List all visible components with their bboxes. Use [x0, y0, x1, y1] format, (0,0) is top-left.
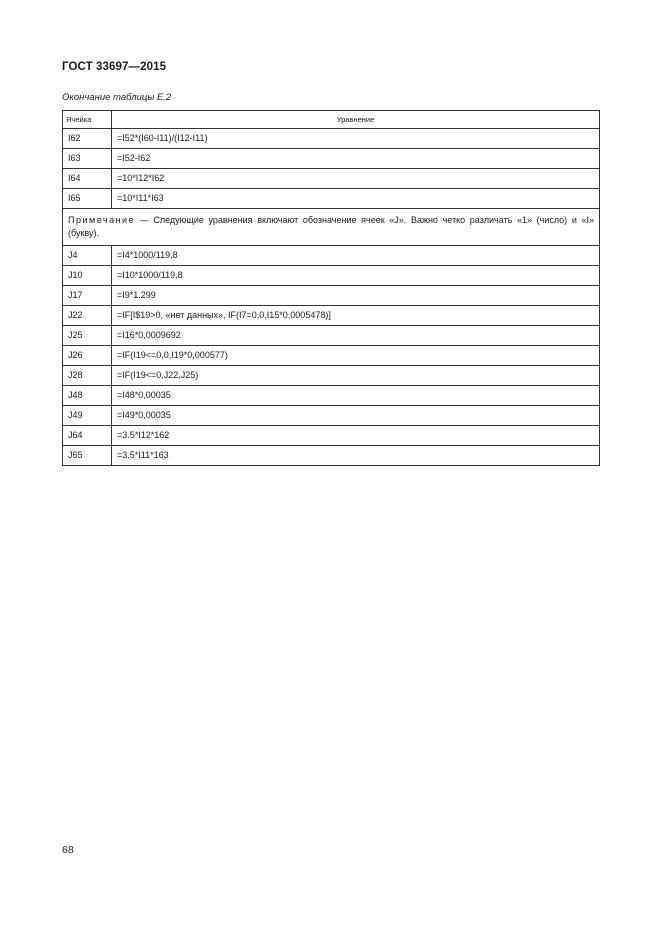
table-row [63, 306, 600, 326]
table-row [63, 189, 600, 209]
document-header: ГОСТ 33697—2015 [62, 61, 167, 73]
table-row [63, 149, 600, 169]
header-cell: Ячейка [63, 111, 112, 129]
note-text: — Следующие уравнения включают обозначение ячеек «J». Важно четко различать «1» (число) и «I» (букву). [68, 214, 594, 238]
note-row [63, 209, 600, 246]
table-row [63, 246, 600, 266]
cell-equation: =3.5*I11*163 [112, 446, 600, 466]
cell-equation: =I4*1000/119,8 [112, 246, 600, 266]
cell-id: J17 [63, 286, 112, 306]
table-row [63, 326, 600, 346]
table-row [63, 346, 600, 366]
cell-id: I62 [63, 129, 112, 149]
table-row [63, 169, 600, 189]
cell-equation: =I48*0,00035 [112, 386, 600, 406]
cell-id: J49 [63, 406, 112, 426]
cell-id: I65 [63, 189, 112, 209]
table-row [63, 446, 600, 466]
cell-id: J10 [63, 266, 112, 286]
table-header-row [63, 111, 600, 129]
cell-equation: =I52*(I60-I11)/(I12-I11) [112, 129, 600, 149]
page-number: 68 [62, 844, 74, 856]
cell-equation: =I52-I62 [112, 149, 600, 169]
table-row [63, 266, 600, 286]
table-row [63, 366, 600, 386]
cell-equation: =10*I12*I62 [112, 169, 600, 189]
cell-equation: =10*I11*I63 [112, 189, 600, 209]
header-equation: Уравнение [112, 111, 600, 129]
cell-id: J65 [63, 446, 112, 466]
table-row [63, 406, 600, 426]
cell-id: J4 [63, 246, 112, 266]
cell-equation: =3.5*I12*162 [112, 426, 600, 446]
cell-id: J48 [63, 386, 112, 406]
cell-id: I64 [63, 169, 112, 189]
table-row [63, 129, 600, 149]
cell-equation: =IF(I19<=0,0,I19*0,000577) [112, 346, 600, 366]
table-row [63, 286, 600, 306]
table-row [63, 426, 600, 446]
cell-id: J25 [63, 326, 112, 346]
cell-equation: =I49*0,00035 [112, 406, 600, 426]
table-caption: Окончание таблицы Е.2 [62, 92, 172, 103]
cell-equation: =I16*0,0009692 [112, 326, 600, 346]
cell-id: J26 [63, 346, 112, 366]
cell-equation: =IF[I$19>0, «нет данных», IF(I7=0,0,I15*0,0005478)] [112, 306, 600, 326]
cell-equation: =IF(I19<=0,J22,J25) [112, 366, 600, 386]
cell-id: I63 [63, 149, 112, 169]
note-label: Примечание [68, 214, 136, 225]
table-row [63, 386, 600, 406]
cell-id: J28 [63, 366, 112, 386]
table-note [63, 209, 600, 246]
cell-equation: =I10*1000/119,8 [112, 266, 600, 286]
cell-id: J22 [63, 306, 112, 326]
cell-equation: =I9*1.299 [112, 286, 600, 306]
equations-table [62, 110, 600, 466]
cell-id: J64 [63, 426, 112, 446]
